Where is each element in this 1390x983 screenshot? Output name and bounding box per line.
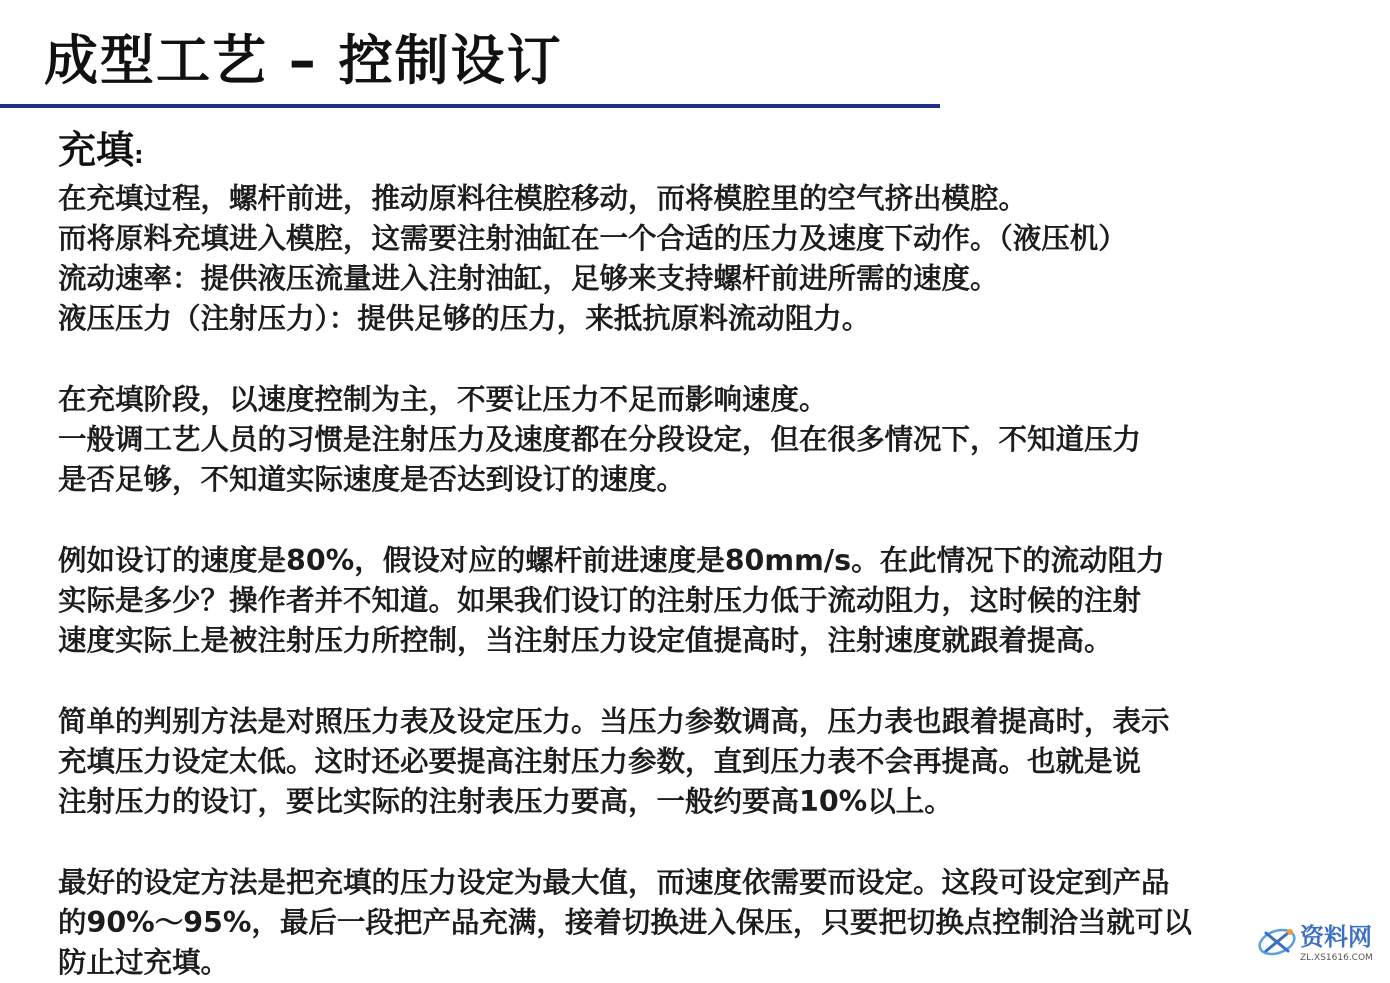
watermark-logo-icon (1256, 924, 1298, 960)
watermark-text: 资料网 (1300, 923, 1372, 951)
text-line: 流动速率：提供液压流量进入注射油缸，足够来支持螺杆前进所需的速度。 (58, 262, 999, 295)
text-line: 防止过充填。 (58, 946, 230, 979)
paragraph-best-setting (58, 863, 1358, 983)
text-line: 是否足够，不知道实际速度是否达到设订的速度。 (58, 463, 686, 496)
paragraph-speed-control (58, 380, 1358, 500)
text-line: 液压压力（注射压力）：提供足够的压力，来抵抗原料流动阻力。 (58, 302, 871, 335)
text-line: 的90%～95%，最后一段把产品充满，接着切换进入保压，只要把切换点控制洽当就可以 (58, 906, 1192, 939)
text-line: 注射压力的设订，要比实际的注射表压力要高，一般约要高10%以上。 (58, 785, 953, 818)
text-line: 最好的设定方法是把充填的压力设定为最大值，而速度依需要而设定。这段可设定到产品 (58, 866, 1170, 899)
paragraph-filling-process (58, 179, 1358, 339)
text-line: 例如设订的速度是80%，假设对应的螺杆前进速度是80mm/s。在此情况下的流动阻力 (58, 544, 1165, 577)
text-line: 在充填过程，螺杆前进，推动原料往模腔移动，而将模腔里的空气挤出模腔。 (58, 182, 1028, 215)
slide-title: 成型工艺 – 控制设订 (44, 29, 563, 92)
section-heading (58, 126, 1358, 179)
text-line: 而将原料充填进入模腔，这需要注射油缸在一个合适的压力及速度下动作。（液压机） (58, 222, 1127, 255)
paragraph-judgement-method (58, 702, 1358, 822)
text-line: 在充填阶段，以速度控制为主，不要让压力不足而影响速度。 (58, 383, 828, 416)
paragraph-example (58, 541, 1358, 661)
text-line: 简单的判别方法是对照压力表及设定压力。当压力参数调高，压力表也跟着提高时，表示 (58, 705, 1170, 738)
title-divider (0, 104, 940, 108)
text-line: 实际是多少？操作者并不知道。如果我们设订的注射压力低于流动阻力，这时候的注射 (58, 584, 1142, 617)
text-line: 速度实际上是被注射压力所控制，当注射压力设定值提高时，注射速度就跟着提高。 (58, 624, 1113, 657)
text-line: 一般调工艺人员的习惯是注射压力及速度都在分段设定，但在很多情况下，不知道压力 (58, 423, 1142, 456)
watermark (1256, 922, 1384, 966)
section-heading-colon: : (134, 141, 144, 169)
text-line: 充填压力设定太低。这时还必要提高注射压力参数，直到压力表不会再提高。也就是说 (58, 745, 1142, 778)
section-heading-text: 充填 (58, 128, 135, 172)
watermark-url: ZL.XS1616.COM (1300, 953, 1373, 963)
slide-content (58, 126, 1358, 983)
